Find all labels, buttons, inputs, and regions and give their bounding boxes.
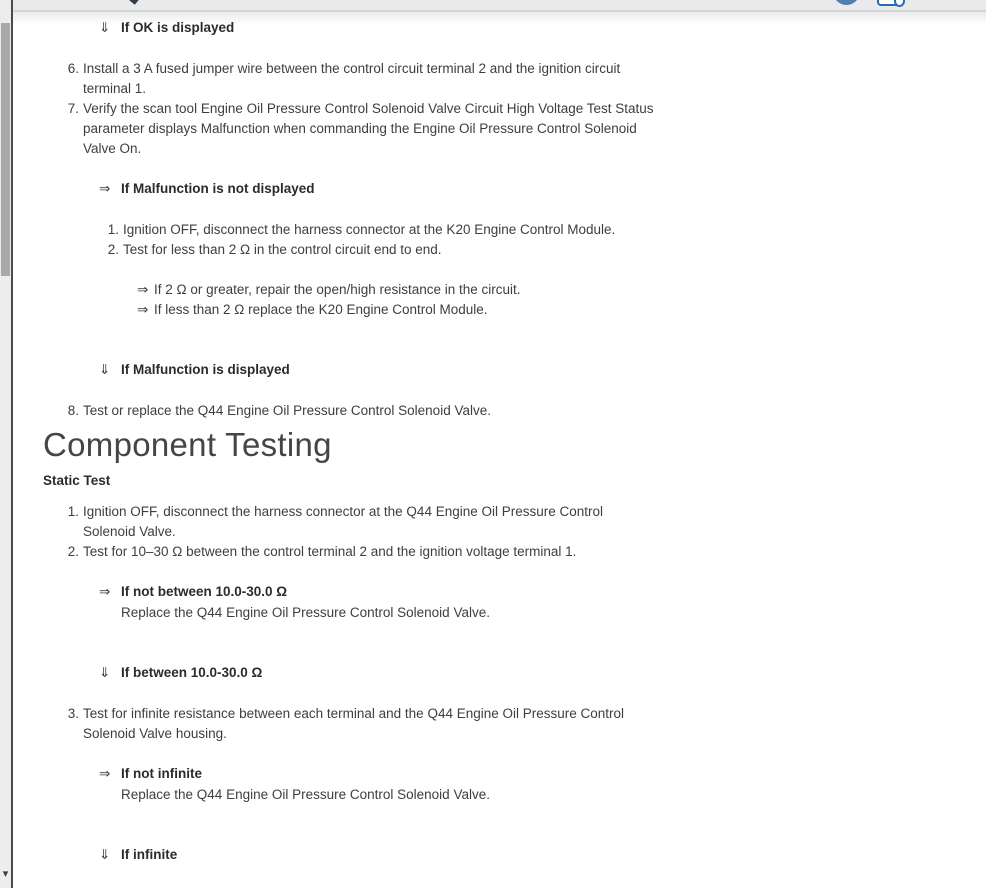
condition-block	[43, 845, 986, 865]
list-item-text: Test for 10–30 Ω between the control terminal 2 and the ignition voltage terminal 1.	[83, 544, 577, 559]
list-item-text: Test for infinite resistance between each terminal and the Q44 Engine Oil Pressure Control Solenoid Valve housing.	[83, 706, 625, 741]
condition-detail-text: Replace the Q44 Engine Oil Pressure Control Solenoid Valve.	[121, 605, 490, 620]
subsection-heading: Static Test	[43, 473, 111, 488]
list-item-number: 2.	[107, 242, 119, 257]
list-item-number: 3.	[67, 706, 79, 721]
condition-text: If between 10.0-30.0 Ω	[121, 665, 263, 680]
condition-result-group	[43, 280, 986, 320]
condition-row	[99, 845, 986, 865]
list-item-text: Ignition OFF, disconnect the harness connector at the K20 Engine Control Module.	[123, 222, 616, 237]
condition-arrow-right-icon: ⇒	[99, 766, 111, 781]
list-item	[59, 59, 986, 99]
list-item-number: 6.	[67, 61, 79, 76]
condition-text: If Malfunction is not displayed	[121, 181, 315, 196]
condition-arrow-right-icon: ⇒	[137, 302, 149, 317]
ordered-list	[43, 502, 986, 562]
condition-block	[43, 18, 986, 38]
list-item-text: Test or replace the Q44 Engine Oil Pressure Control Solenoid Valve.	[83, 403, 491, 418]
document-content	[13, 0, 986, 888]
condition-block	[43, 360, 986, 380]
ordered-list	[43, 401, 986, 421]
list-item-number: 7.	[67, 101, 79, 116]
condition-row	[99, 764, 986, 784]
list-item-text: Ignition OFF, disconnect the harness connector at the Q44 Engine Oil Pressure Control Solenoid Valve.	[83, 504, 604, 539]
list-item-text: Test for less than 2 Ω in the control circuit end to end.	[123, 242, 442, 257]
condition-text: If OK is displayed	[121, 20, 235, 35]
list-item-text: Install a 3 A fused jumper wire between the control circuit terminal 2 and the ignition circuit terminal 1.	[83, 61, 621, 96]
list-item-number: 1.	[107, 222, 119, 237]
condition-detail-text: Replace the Q44 Engine Oil Pressure Control Solenoid Valve.	[121, 787, 490, 802]
list-item	[99, 220, 986, 240]
ordered-list	[43, 704, 986, 744]
list-item	[59, 401, 986, 421]
condition-arrow-down-icon: ⇓	[99, 362, 111, 377]
condition-arrow-down-icon: ⇓	[99, 665, 111, 680]
ordered-list	[43, 220, 986, 260]
list-item	[59, 502, 986, 542]
condition-arrow-down-icon: ⇓	[99, 20, 111, 35]
list-item	[59, 704, 986, 744]
list-item	[59, 542, 986, 562]
section-heading: Component Testing	[43, 426, 332, 463]
condition-arrow-right-icon: ⇒	[99, 584, 111, 599]
condition-text: If not between 10.0-30.0 Ω	[121, 584, 288, 599]
condition-row	[99, 18, 986, 38]
condition-text: If Malfunction is displayed	[121, 362, 290, 377]
list-item-number: 2.	[67, 544, 79, 559]
condition-block	[43, 179, 986, 199]
condition-result-text: If less than 2 Ω replace the K20 Engine Control Module.	[154, 302, 488, 317]
condition-row	[99, 582, 986, 602]
condition-row	[99, 360, 986, 380]
scrollbar-down-arrow-icon[interactable]: ▾	[2, 868, 9, 880]
list-item-number: 1.	[67, 504, 79, 519]
condition-row	[99, 663, 986, 683]
ordered-list	[43, 59, 986, 159]
list-item-text: Verify the scan tool Engine Oil Pressure Control Solenoid Valve Circuit High Voltage Test Status parameter displays Malfunction when commanding the Engine Oil Pressure Control Solenoid Valve On.	[83, 101, 654, 156]
condition-row	[99, 179, 986, 199]
vertical-scrollbar[interactable]	[0, 0, 11, 888]
condition-block	[43, 582, 986, 623]
condition-result-text: If 2 Ω or greater, repair the open/high resistance in the circuit.	[154, 282, 521, 297]
condition-arrow-right-icon: ⇒	[137, 282, 149, 297]
condition-text: If infinite	[121, 847, 178, 862]
condition-block	[43, 764, 986, 805]
list-item	[99, 240, 986, 260]
condition-arrow-right-icon: ⇒	[99, 181, 111, 196]
scrollbar-thumb[interactable]	[1, 23, 10, 276]
list-item	[59, 99, 986, 159]
condition-block	[43, 663, 986, 683]
list-item-number: 8.	[67, 403, 79, 418]
condition-result-row	[43, 300, 986, 320]
condition-arrow-down-icon: ⇓	[99, 847, 111, 862]
condition-result-row	[43, 280, 986, 300]
condition-text: If not infinite	[121, 766, 202, 781]
